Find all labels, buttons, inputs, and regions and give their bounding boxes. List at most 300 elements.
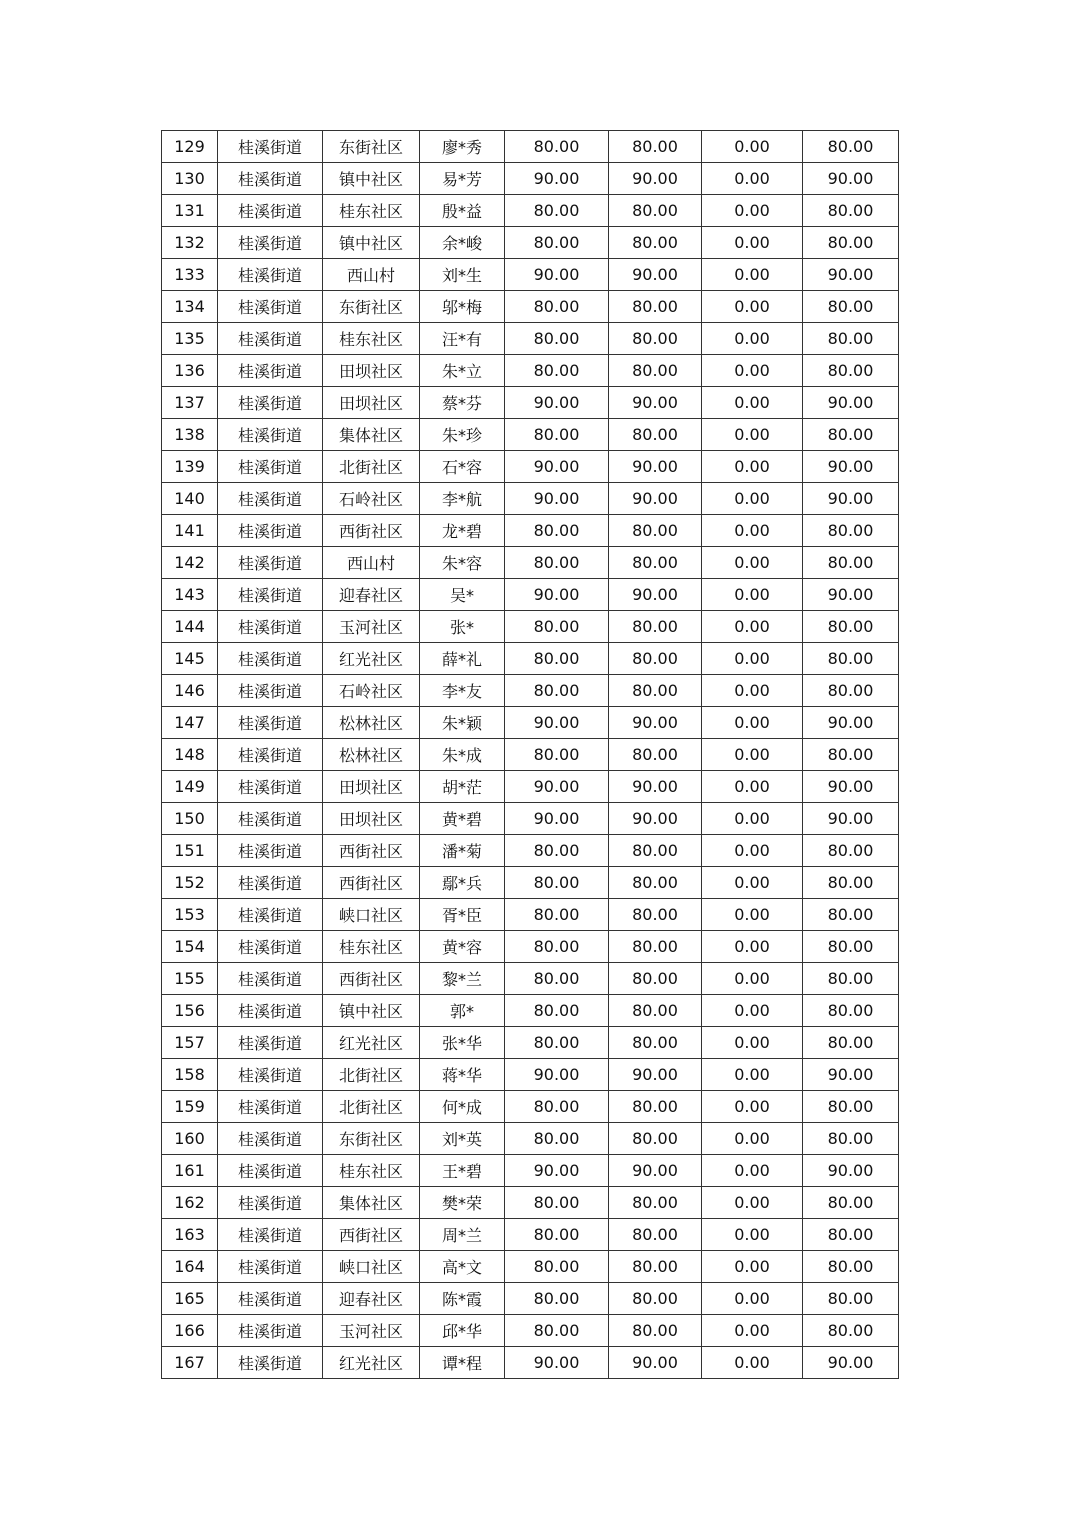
amount-cell-2: 80.00 <box>609 1027 702 1059</box>
amount-cell-2: 90.00 <box>609 387 702 419</box>
amount-cell-4: 80.00 <box>803 611 899 643</box>
row-number-cell: 162 <box>162 1187 218 1219</box>
name-cell: 黄*容 <box>420 931 505 963</box>
amount-cell-1: 80.00 <box>505 1123 609 1155</box>
name-cell: 余*峻 <box>420 227 505 259</box>
amount-cell-1: 80.00 <box>505 355 609 387</box>
amount-cell-1: 80.00 <box>505 131 609 163</box>
amount-cell-4: 80.00 <box>803 227 899 259</box>
name-cell: 胥*臣 <box>420 899 505 931</box>
amount-cell-4: 80.00 <box>803 1315 899 1347</box>
row-number-cell: 167 <box>162 1347 218 1379</box>
name-cell: 吴* <box>420 579 505 611</box>
name-cell: 朱*立 <box>420 355 505 387</box>
name-cell: 邬*梅 <box>420 291 505 323</box>
street-cell: 桂溪街道 <box>218 1283 323 1315</box>
name-cell: 黎*兰 <box>420 963 505 995</box>
community-cell: 红光社区 <box>323 643 420 675</box>
amount-cell-2: 80.00 <box>609 643 702 675</box>
amount-cell-3: 0.00 <box>702 1283 803 1315</box>
amount-cell-4: 80.00 <box>803 643 899 675</box>
amount-cell-1: 80.00 <box>505 515 609 547</box>
amount-cell-1: 80.00 <box>505 643 609 675</box>
amount-cell-2: 80.00 <box>609 227 702 259</box>
name-cell: 李*友 <box>420 675 505 707</box>
community-cell: 石岭社区 <box>323 483 420 515</box>
street-cell: 桂溪街道 <box>218 547 323 579</box>
amount-cell-2: 80.00 <box>609 835 702 867</box>
amount-cell-3: 0.00 <box>702 419 803 451</box>
amount-cell-3: 0.00 <box>702 1187 803 1219</box>
name-cell: 李*航 <box>420 483 505 515</box>
table-row <box>162 1155 899 1187</box>
amount-cell-3: 0.00 <box>702 995 803 1027</box>
row-number-cell: 157 <box>162 1027 218 1059</box>
street-cell: 桂溪街道 <box>218 835 323 867</box>
name-cell: 蔡*芬 <box>420 387 505 419</box>
row-number-cell: 148 <box>162 739 218 771</box>
table-row <box>162 227 899 259</box>
row-number-cell: 150 <box>162 803 218 835</box>
amount-cell-3: 0.00 <box>702 1347 803 1379</box>
table-row <box>162 1283 899 1315</box>
street-cell: 桂溪街道 <box>218 867 323 899</box>
table-row <box>162 1123 899 1155</box>
row-number-cell: 144 <box>162 611 218 643</box>
amount-cell-1: 90.00 <box>505 1059 609 1091</box>
amount-cell-2: 90.00 <box>609 451 702 483</box>
name-cell: 高*文 <box>420 1251 505 1283</box>
row-number-cell: 161 <box>162 1155 218 1187</box>
street-cell: 桂溪街道 <box>218 1091 323 1123</box>
records-table-body <box>162 131 899 1379</box>
amount-cell-1: 80.00 <box>505 1187 609 1219</box>
street-cell: 桂溪街道 <box>218 643 323 675</box>
amount-cell-2: 80.00 <box>609 867 702 899</box>
community-cell: 峡口社区 <box>323 899 420 931</box>
name-cell: 蒋*华 <box>420 1059 505 1091</box>
table-row <box>162 131 899 163</box>
amount-cell-3: 0.00 <box>702 899 803 931</box>
row-number-cell: 134 <box>162 291 218 323</box>
street-cell: 桂溪街道 <box>218 195 323 227</box>
table-row <box>162 867 899 899</box>
row-number-cell: 151 <box>162 835 218 867</box>
row-number-cell: 152 <box>162 867 218 899</box>
table-row <box>162 355 899 387</box>
name-cell: 张* <box>420 611 505 643</box>
name-cell: 谭*程 <box>420 1347 505 1379</box>
amount-cell-2: 80.00 <box>609 547 702 579</box>
row-number-cell: 140 <box>162 483 218 515</box>
street-cell: 桂溪街道 <box>218 163 323 195</box>
community-cell: 西街社区 <box>323 835 420 867</box>
row-number-cell: 135 <box>162 323 218 355</box>
table-row <box>162 387 899 419</box>
amount-cell-4: 80.00 <box>803 739 899 771</box>
row-number-cell: 156 <box>162 995 218 1027</box>
amount-cell-1: 80.00 <box>505 1219 609 1251</box>
community-cell: 东街社区 <box>323 1123 420 1155</box>
community-cell: 东街社区 <box>323 291 420 323</box>
amount-cell-4: 80.00 <box>803 1027 899 1059</box>
table-row <box>162 931 899 963</box>
amount-cell-4: 90.00 <box>803 771 899 803</box>
amount-cell-4: 80.00 <box>803 995 899 1027</box>
table-row <box>162 963 899 995</box>
table-row <box>162 1219 899 1251</box>
amount-cell-2: 90.00 <box>609 579 702 611</box>
street-cell: 桂溪街道 <box>218 227 323 259</box>
name-cell: 朱*成 <box>420 739 505 771</box>
amount-cell-4: 80.00 <box>803 675 899 707</box>
amount-cell-3: 0.00 <box>702 1251 803 1283</box>
amount-cell-2: 90.00 <box>609 483 702 515</box>
amount-cell-4: 80.00 <box>803 899 899 931</box>
street-cell: 桂溪街道 <box>218 387 323 419</box>
amount-cell-4: 80.00 <box>803 1187 899 1219</box>
amount-cell-3: 0.00 <box>702 1315 803 1347</box>
street-cell: 桂溪街道 <box>218 451 323 483</box>
amount-cell-2: 90.00 <box>609 163 702 195</box>
amount-cell-1: 80.00 <box>505 739 609 771</box>
amount-cell-1: 80.00 <box>505 1283 609 1315</box>
amount-cell-4: 80.00 <box>803 1251 899 1283</box>
row-number-cell: 139 <box>162 451 218 483</box>
row-number-cell: 154 <box>162 931 218 963</box>
street-cell: 桂溪街道 <box>218 1219 323 1251</box>
amount-cell-1: 80.00 <box>505 1251 609 1283</box>
amount-cell-4: 80.00 <box>803 931 899 963</box>
community-cell: 集体社区 <box>323 1187 420 1219</box>
street-cell: 桂溪街道 <box>218 483 323 515</box>
name-cell: 殷*益 <box>420 195 505 227</box>
amount-cell-3: 0.00 <box>702 163 803 195</box>
table-row <box>162 1315 899 1347</box>
amount-cell-3: 0.00 <box>702 259 803 291</box>
amount-cell-1: 90.00 <box>505 803 609 835</box>
table-row <box>162 259 899 291</box>
amount-cell-2: 80.00 <box>609 1219 702 1251</box>
row-number-cell: 129 <box>162 131 218 163</box>
name-cell: 王*碧 <box>420 1155 505 1187</box>
table-row <box>162 291 899 323</box>
row-number-cell: 142 <box>162 547 218 579</box>
name-cell: 易*芳 <box>420 163 505 195</box>
name-cell: 张*华 <box>420 1027 505 1059</box>
amount-cell-2: 80.00 <box>609 419 702 451</box>
street-cell: 桂溪街道 <box>218 355 323 387</box>
community-cell: 红光社区 <box>323 1347 420 1379</box>
amount-cell-4: 90.00 <box>803 259 899 291</box>
row-number-cell: 137 <box>162 387 218 419</box>
name-cell: 朱*颖 <box>420 707 505 739</box>
name-cell: 鄢*兵 <box>420 867 505 899</box>
amount-cell-1: 90.00 <box>505 451 609 483</box>
community-cell: 田坝社区 <box>323 803 420 835</box>
amount-cell-3: 0.00 <box>702 291 803 323</box>
amount-cell-3: 0.00 <box>702 643 803 675</box>
name-cell: 郭* <box>420 995 505 1027</box>
amount-cell-2: 80.00 <box>609 611 702 643</box>
street-cell: 桂溪街道 <box>218 259 323 291</box>
amount-cell-3: 0.00 <box>702 1091 803 1123</box>
name-cell: 廖*秀 <box>420 131 505 163</box>
amount-cell-1: 80.00 <box>505 931 609 963</box>
street-cell: 桂溪街道 <box>218 1123 323 1155</box>
amount-cell-1: 80.00 <box>505 323 609 355</box>
amount-cell-4: 80.00 <box>803 867 899 899</box>
table-row <box>162 611 899 643</box>
table-row <box>162 323 899 355</box>
name-cell: 黄*碧 <box>420 803 505 835</box>
amount-cell-1: 80.00 <box>505 1091 609 1123</box>
table-row <box>162 739 899 771</box>
amount-cell-1: 90.00 <box>505 771 609 803</box>
community-cell: 田坝社区 <box>323 355 420 387</box>
table-row <box>162 483 899 515</box>
amount-cell-3: 0.00 <box>702 515 803 547</box>
name-cell: 潘*菊 <box>420 835 505 867</box>
street-cell: 桂溪街道 <box>218 323 323 355</box>
name-cell: 何*成 <box>420 1091 505 1123</box>
street-cell: 桂溪街道 <box>218 803 323 835</box>
amount-cell-1: 80.00 <box>505 547 609 579</box>
amount-cell-2: 80.00 <box>609 1315 702 1347</box>
community-cell: 集体社区 <box>323 419 420 451</box>
street-cell: 桂溪街道 <box>218 963 323 995</box>
community-cell: 松林社区 <box>323 707 420 739</box>
amount-cell-2: 80.00 <box>609 1283 702 1315</box>
amount-cell-2: 80.00 <box>609 931 702 963</box>
community-cell: 红光社区 <box>323 1027 420 1059</box>
amount-cell-3: 0.00 <box>702 451 803 483</box>
street-cell: 桂溪街道 <box>218 291 323 323</box>
row-number-cell: 132 <box>162 227 218 259</box>
community-cell: 桂东社区 <box>323 1155 420 1187</box>
row-number-cell: 130 <box>162 163 218 195</box>
amount-cell-3: 0.00 <box>702 931 803 963</box>
amount-cell-2: 80.00 <box>609 1091 702 1123</box>
amount-cell-4: 80.00 <box>803 1091 899 1123</box>
table-row <box>162 643 899 675</box>
street-cell: 桂溪街道 <box>218 707 323 739</box>
amount-cell-2: 80.00 <box>609 131 702 163</box>
row-number-cell: 155 <box>162 963 218 995</box>
amount-cell-4: 90.00 <box>803 387 899 419</box>
community-cell: 北街社区 <box>323 1091 420 1123</box>
table-row <box>162 995 899 1027</box>
amount-cell-3: 0.00 <box>702 867 803 899</box>
row-number-cell: 136 <box>162 355 218 387</box>
table-row <box>162 419 899 451</box>
community-cell: 镇中社区 <box>323 163 420 195</box>
community-cell: 峡口社区 <box>323 1251 420 1283</box>
amount-cell-3: 0.00 <box>702 963 803 995</box>
amount-cell-2: 80.00 <box>609 675 702 707</box>
table-row <box>162 707 899 739</box>
community-cell: 镇中社区 <box>323 227 420 259</box>
amount-cell-2: 80.00 <box>609 1123 702 1155</box>
row-number-cell: 149 <box>162 771 218 803</box>
table-row <box>162 515 899 547</box>
name-cell: 樊*荣 <box>420 1187 505 1219</box>
amount-cell-3: 0.00 <box>702 355 803 387</box>
table-row <box>162 1059 899 1091</box>
amount-cell-4: 90.00 <box>803 483 899 515</box>
amount-cell-1: 80.00 <box>505 963 609 995</box>
street-cell: 桂溪街道 <box>218 515 323 547</box>
amount-cell-3: 0.00 <box>702 1059 803 1091</box>
table-row <box>162 675 899 707</box>
amount-cell-2: 80.00 <box>609 515 702 547</box>
community-cell: 桂东社区 <box>323 931 420 963</box>
row-number-cell: 141 <box>162 515 218 547</box>
amount-cell-4: 90.00 <box>803 707 899 739</box>
amount-cell-2: 90.00 <box>609 771 702 803</box>
amount-cell-3: 0.00 <box>702 707 803 739</box>
amount-cell-4: 80.00 <box>803 323 899 355</box>
street-cell: 桂溪街道 <box>218 1155 323 1187</box>
table-row <box>162 579 899 611</box>
amount-cell-2: 90.00 <box>609 803 702 835</box>
street-cell: 桂溪街道 <box>218 1059 323 1091</box>
community-cell: 桂东社区 <box>323 323 420 355</box>
amount-cell-2: 90.00 <box>609 259 702 291</box>
community-cell: 田坝社区 <box>323 387 420 419</box>
table-row <box>162 1251 899 1283</box>
amount-cell-3: 0.00 <box>702 739 803 771</box>
street-cell: 桂溪街道 <box>218 1187 323 1219</box>
community-cell: 西山村 <box>323 547 420 579</box>
amount-cell-4: 80.00 <box>803 515 899 547</box>
community-cell: 松林社区 <box>323 739 420 771</box>
amount-cell-1: 90.00 <box>505 387 609 419</box>
amount-cell-2: 90.00 <box>609 1347 702 1379</box>
amount-cell-3: 0.00 <box>702 195 803 227</box>
row-number-cell: 133 <box>162 259 218 291</box>
amount-cell-1: 80.00 <box>505 227 609 259</box>
amount-cell-1: 90.00 <box>505 483 609 515</box>
amount-cell-4: 80.00 <box>803 195 899 227</box>
street-cell: 桂溪街道 <box>218 899 323 931</box>
table-row <box>162 803 899 835</box>
community-cell: 西街社区 <box>323 867 420 899</box>
community-cell: 西山村 <box>323 259 420 291</box>
amount-cell-3: 0.00 <box>702 1219 803 1251</box>
street-cell: 桂溪街道 <box>218 675 323 707</box>
amount-cell-1: 90.00 <box>505 259 609 291</box>
street-cell: 桂溪街道 <box>218 419 323 451</box>
amount-cell-2: 80.00 <box>609 963 702 995</box>
amount-cell-3: 0.00 <box>702 771 803 803</box>
table-row <box>162 1091 899 1123</box>
row-number-cell: 138 <box>162 419 218 451</box>
amount-cell-3: 0.00 <box>702 579 803 611</box>
row-number-cell: 153 <box>162 899 218 931</box>
amount-cell-2: 80.00 <box>609 1251 702 1283</box>
table-row <box>162 547 899 579</box>
street-cell: 桂溪街道 <box>218 739 323 771</box>
community-cell: 东街社区 <box>323 131 420 163</box>
amount-cell-1: 90.00 <box>505 579 609 611</box>
amount-cell-1: 80.00 <box>505 419 609 451</box>
amount-cell-1: 80.00 <box>505 611 609 643</box>
row-number-cell: 158 <box>162 1059 218 1091</box>
community-cell: 玉河社区 <box>323 611 420 643</box>
community-cell: 西街社区 <box>323 515 420 547</box>
amount-cell-2: 80.00 <box>609 1187 702 1219</box>
table-row <box>162 899 899 931</box>
community-cell: 田坝社区 <box>323 771 420 803</box>
name-cell: 刘*英 <box>420 1123 505 1155</box>
amount-cell-1: 80.00 <box>505 291 609 323</box>
amount-cell-4: 80.00 <box>803 419 899 451</box>
row-number-cell: 164 <box>162 1251 218 1283</box>
amount-cell-1: 80.00 <box>505 899 609 931</box>
row-number-cell: 165 <box>162 1283 218 1315</box>
table-row <box>162 163 899 195</box>
amount-cell-3: 0.00 <box>702 483 803 515</box>
street-cell: 桂溪街道 <box>218 1315 323 1347</box>
amount-cell-4: 80.00 <box>803 1283 899 1315</box>
row-number-cell: 146 <box>162 675 218 707</box>
street-cell: 桂溪街道 <box>218 579 323 611</box>
community-cell: 迎春社区 <box>323 579 420 611</box>
name-cell: 龙*碧 <box>420 515 505 547</box>
amount-cell-2: 90.00 <box>609 1059 702 1091</box>
name-cell: 朱*容 <box>420 547 505 579</box>
amount-cell-4: 90.00 <box>803 163 899 195</box>
amount-cell-3: 0.00 <box>702 227 803 259</box>
amount-cell-2: 80.00 <box>609 195 702 227</box>
amount-cell-2: 90.00 <box>609 1155 702 1187</box>
community-cell: 西街社区 <box>323 1219 420 1251</box>
row-number-cell: 131 <box>162 195 218 227</box>
amount-cell-1: 90.00 <box>505 1347 609 1379</box>
amount-cell-4: 90.00 <box>803 1155 899 1187</box>
name-cell: 薛*礼 <box>420 643 505 675</box>
amount-cell-4: 90.00 <box>803 1347 899 1379</box>
community-cell: 迎春社区 <box>323 1283 420 1315</box>
name-cell: 石*容 <box>420 451 505 483</box>
amount-cell-2: 80.00 <box>609 995 702 1027</box>
amount-cell-1: 80.00 <box>505 1315 609 1347</box>
table-row <box>162 195 899 227</box>
amount-cell-4: 90.00 <box>803 579 899 611</box>
community-cell: 北街社区 <box>323 451 420 483</box>
amount-cell-1: 80.00 <box>505 195 609 227</box>
row-number-cell: 147 <box>162 707 218 739</box>
amount-cell-3: 0.00 <box>702 387 803 419</box>
amount-cell-4: 80.00 <box>803 291 899 323</box>
name-cell: 陈*霞 <box>420 1283 505 1315</box>
community-cell: 北街社区 <box>323 1059 420 1091</box>
amount-cell-3: 0.00 <box>702 803 803 835</box>
amount-cell-4: 90.00 <box>803 451 899 483</box>
table-row <box>162 835 899 867</box>
amount-cell-4: 80.00 <box>803 131 899 163</box>
amount-cell-1: 90.00 <box>505 163 609 195</box>
name-cell: 汪*有 <box>420 323 505 355</box>
street-cell: 桂溪街道 <box>218 131 323 163</box>
table-row <box>162 771 899 803</box>
row-number-cell: 160 <box>162 1123 218 1155</box>
row-number-cell: 159 <box>162 1091 218 1123</box>
row-number-cell: 145 <box>162 643 218 675</box>
amount-cell-4: 90.00 <box>803 1059 899 1091</box>
amount-cell-2: 80.00 <box>609 899 702 931</box>
